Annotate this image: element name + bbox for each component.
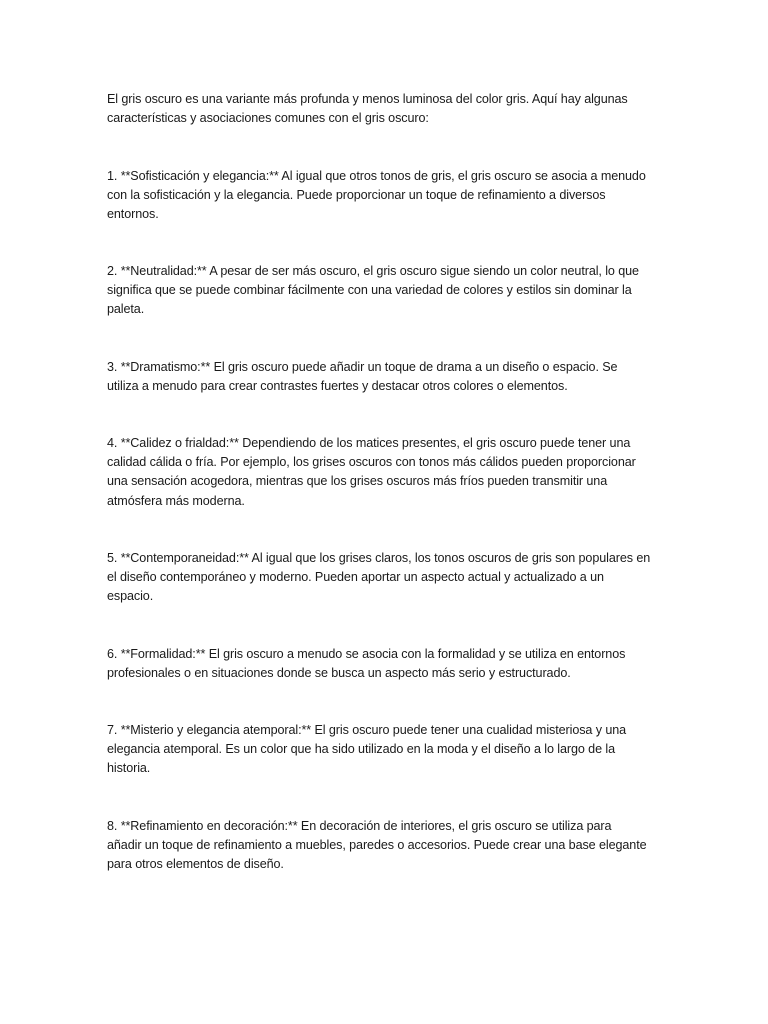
list-item-line: historia. xyxy=(107,761,151,776)
intro-paragraph xyxy=(107,90,667,128)
list-item-line: utiliza a menudo para crear contrastes fuertes y destacar otros colores o elementos. xyxy=(107,379,568,394)
list-item-line: 3. **Dramatismo:** El gris oscuro puede añadir un toque de drama a un diseño o espacio. Se xyxy=(107,360,618,374)
list-item-line: para otros elementos de diseño. xyxy=(107,857,284,872)
list-item-line: añadir un toque de refinamiento a muebles, paredes o accesorios. Puede crear una base elegante xyxy=(107,838,647,853)
list-item-contemporaneidad xyxy=(107,549,667,607)
list-item-line: profesionales o en situaciones donde se busca un aspecto más serio y estructurado. xyxy=(107,666,571,681)
list-item-line: significa que se puede combinar fácilmente con una variedad de colores y estilos sin dominar la xyxy=(107,283,632,298)
list-item-line: 7. **Misterio y elegancia atemporal:** El gris oscuro puede tener una cualidad misteriosa y una xyxy=(107,723,627,737)
list-item-line: 8. **Refinamiento en decoración:** En decoración de interiores, el gris oscuro se utiliza para xyxy=(107,819,612,833)
list-item-formalidad xyxy=(107,645,667,683)
intro-line: El gris oscuro es una variante más profunda y menos luminosa del color gris. Aquí hay algunas xyxy=(107,92,628,106)
list-item-calidez xyxy=(107,434,667,511)
list-item-line: con la sofisticación y la elegancia. Puede proporcionar un toque de refinamiento a diversos xyxy=(107,188,606,203)
list-item-dramatismo xyxy=(107,358,667,396)
list-item-line: 1. **Sofisticación y elegancia:** Al igual que otros tonos de gris, el gris oscuro se asocia a menudo xyxy=(107,169,646,183)
list-item-line: 5. **Contemporaneidad:** Al igual que los grises claros, los tonos oscuros de gris son populares en xyxy=(107,551,651,565)
intro-line: características y asociaciones comunes con el gris oscuro: xyxy=(107,111,429,126)
list-item-line: entornos. xyxy=(107,207,159,222)
list-item-line: elegancia atemporal. Es un color que ha sido utilizado en la moda y el diseño a lo largo de la xyxy=(107,742,615,757)
list-item-line: 4. **Calidez o frialdad:** Dependiendo de los matices presentes, el gris oscuro puede tener una xyxy=(107,436,631,450)
list-item-line: atmósfera más moderna. xyxy=(107,493,245,508)
list-item-refinamiento xyxy=(107,817,667,875)
list-item-sofisticacion xyxy=(107,167,667,225)
list-item-line: 6. **Formalidad:** El gris oscuro a menudo se asocia con la formalidad y se utiliza en entornos xyxy=(107,647,626,661)
list-item-line: calidad cálida o fría. Por ejemplo, los grises oscuros con tonos más cálidos pueden proporcionar xyxy=(107,455,636,470)
list-item-line: una sensación acogedora, mientras que los grises oscuros más fríos pueden transmitir una xyxy=(107,474,608,489)
list-item-line: paleta. xyxy=(107,302,145,317)
list-item-line: el diseño contemporáneo y moderno. Pueden aportar un aspecto actual y actualizado a un xyxy=(107,570,604,585)
list-item-line: 2. **Neutralidad:** A pesar de ser más oscuro, el gris oscuro sigue siendo un color neutral, lo que xyxy=(107,264,639,278)
list-item-neutralidad xyxy=(107,262,667,320)
list-item-misterio xyxy=(107,721,667,779)
list-item-line: espacio. xyxy=(107,589,154,604)
